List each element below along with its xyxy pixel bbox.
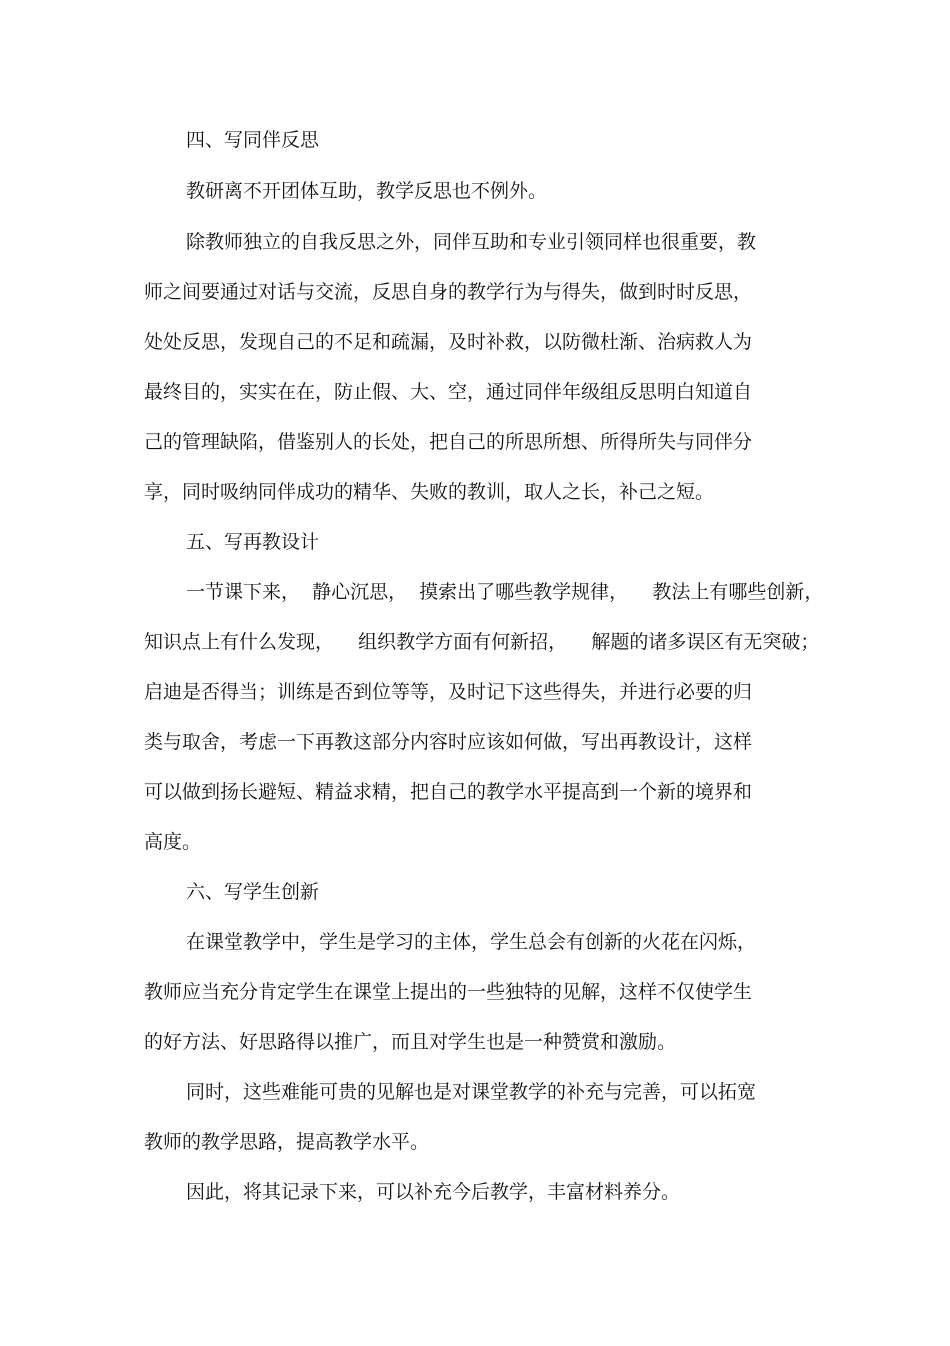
paragraph-line: 教研离不开团体互助，教学反思也不例外。 — [186, 180, 548, 202]
paragraph-line: 教师应当充分肯定学生在课堂上提出的一些独特的见解，这样不仅使学生 — [144, 981, 753, 1003]
paragraph-line: 教师的教学思路，提高教学水平。 — [144, 1131, 430, 1153]
paragraph-line: 启迪是否得当；训练是否到位等等，及时记下这些得失，并进行必要的归 — [144, 681, 753, 703]
paragraph-line: 己的管理缺陷，借鉴别人的长处，把自己的所思所想、所得所失与同伴分 — [144, 431, 753, 453]
paragraph-line: 享，同时吸纳同伴成功的精华、失败的教训，取人之长，补己之短。 — [144, 481, 715, 503]
section-heading: 四、写同伴反思 — [186, 129, 320, 151]
paragraph-line: 可以做到扬长避短、精益求精，把自己的教学水平提高到一个新的境界和 — [144, 781, 753, 803]
section-heading: 五、写再教设计 — [186, 531, 320, 553]
paragraph-line: 知识点上有什么发现， 组织教学方面有何新招， 解题的诸多误区有无突破； — [144, 631, 820, 653]
section-heading: 六、写学生创新 — [186, 881, 320, 903]
paragraph-line: 高度。 — [144, 831, 202, 853]
paragraph-line: 同时，这些难能可贵的见解也是对课堂教学的补充与完善，可以拓宽 — [186, 1081, 757, 1103]
paragraph-line: 师之间要通过对话与交流，反思自身的教学行为与得失，做到时时反思， — [144, 281, 753, 303]
paragraph-line: 一节课下来， 静心沉思， 摸索出了哪些教学规律， 教法上有哪些创新， — [186, 581, 824, 603]
paragraph-line: 类与取舍，考虑一下再教这部分内容时应该如何做，写出再教设计，这样 — [144, 731, 753, 753]
paragraph-line: 因此，将其记录下来，可以补充今后教学，丰富材料养分。 — [186, 1181, 681, 1203]
paragraph-line: 处处反思，发现自己的不足和疏漏，及时补救，以防微杜渐、治病救人为 — [144, 331, 753, 353]
paragraph-line: 除教师独立的自我反思之外，同伴互助和专业引领同样也很重要，教 — [186, 231, 757, 253]
paragraph-line: 在课堂教学中，学生是学习的主体，学生总会有创新的火花在闪烁， — [186, 931, 757, 953]
paragraph-line: 最终目的，实实在在，防止假、大、空，通过同伴年级组反思明白知道自 — [144, 381, 753, 403]
paragraph-line: 的好方法、好思路得以推广，而且对学生也是一种赞赏和激励。 — [144, 1031, 677, 1053]
